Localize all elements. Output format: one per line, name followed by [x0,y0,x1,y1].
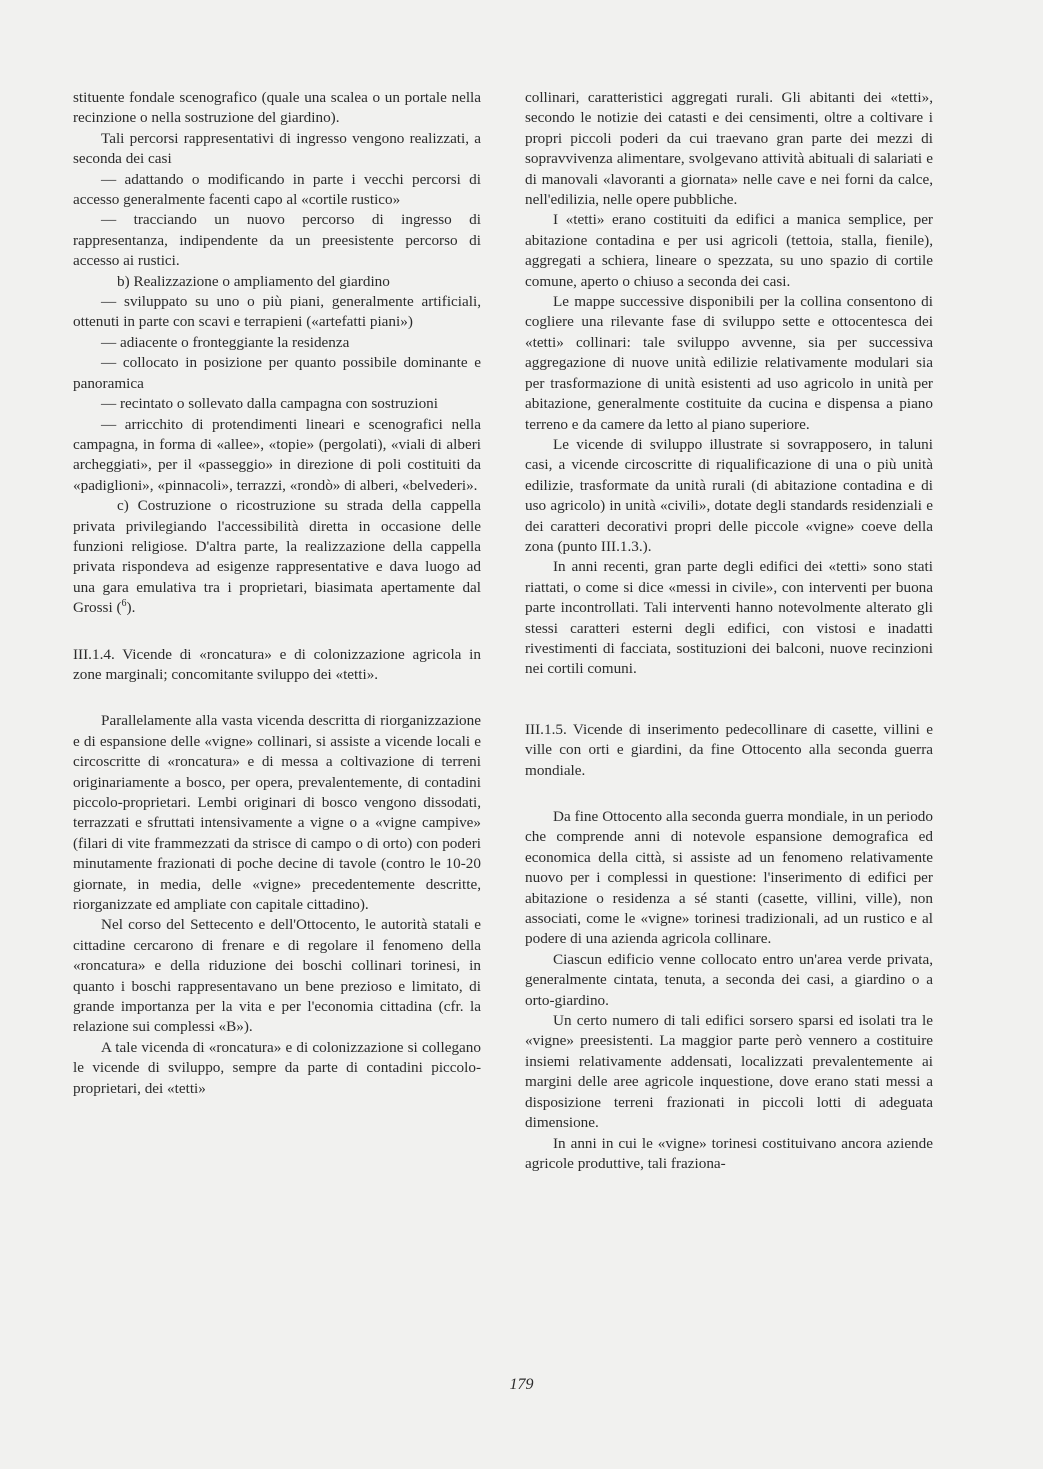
paragraph: Parallelamente alla vasta vicenda descritta di riorganizzazione e di espansione delle «vigne» collinari, si assiste a vicende locali e circoscritte di «roncatura» e di messa a coltivazione di terreni originariamente a bosco, per opera, prevalentemente, di contadini piccolo-proprietari. Lembi originari di bosco vengono dissodati, terrazzati e sfruttati intensivamente a vigne o a «vigne campive» (filari di vite frammezzati da strisce di campo o di orto) con poderi minutamente frazionati di poche decine di tavole (contro le 10-20 giornate, in media, delle «vigne» precedentemente descritte, riorganizzate ed ampliate con capitale cittadino). [73,712,481,914]
paragraph: Le mappe successive disponibili per la collina consentono di cogliere una rilevante fase di sviluppo sette e ottocentesca dei «tetti» collinari: tale sviluppo avvenne, sia per successiva aggregazione di nuove unità edilizie relativamente modulari sia per trasformazione di unità esistenti ad uso agricolo in unità per abitazione, generalmente costituite da cucina e dispensa a piano terreno e da camere da letto al piano superiore. [525,293,933,433]
list-item: — collocato in posizione per quanto possibile dominante e panoramica [73,354,481,392]
paragraph: Le vicende di sviluppo illustrate si sovrapposero, in taluni casi, a vicende circoscritte di riqualificazione di una o più unità edilizie, trasformate da unità rurali (di abitazione contadina e di uso agricolo) in unità «civili», dotate degli standards residenziali e dei caratteri decorativi propri delle piccole «vigne» coeve della zona (punto III.1.3.). [525,435,933,555]
list-item: — adiacente o fronteggiante la residenza [101,333,350,351]
paragraph: Un certo numero di tali edifici sorsero sparsi ed isolati tra le «vigne» preesistenti. La maggior parte però vennero a costituire insiemi relativamente addensati, localizzati prevalentemente ai margini delle aree agricole inquestione, dove erano stati messi a disposizione terreni frazionati in piccoli lotti di adeguata dimensione. [525,1012,933,1132]
list-item: — recintato o sollevato dalla campagna con sostruzioni [101,395,438,413]
paragraph: A tale vicenda di «roncatura» e di colonizzazione si collegano le vicende di sviluppo, sempre da parte di contadini piccolo-proprietari, dei «tetti» [73,1038,481,1097]
left-column [73,88,481,1099]
right-column [525,88,933,1174]
paragraph: Nel corso del Settecento e dell'Ottocento, le autorità statali e cittadine cercarono di frenare e di regolare il fenomeno della «roncatura» e della riduzione dei boschi collinari torinesi, in quanto i boschi rappresentavano un bene prezioso e limitato, di grande importanza per la vita e per l'economia cittadina (cfr. la relazione sui complessi «B»). [73,916,481,1036]
section-item-b: b) Realizzazione o ampliamento del giardino [117,272,390,290]
paragraph-text: c) Costruzione o ricostruzione su strada della cappella privata privilegiando l'accessibilità diretta in occasione delle funzioni religiose. D'altra parte, la realizzazione della cappella privata rispondeva ad esigenze rappresentative e dava luogo ad una gara emulativa tra i proprietari, biasimata apertamente dal Grossi ( [73,497,481,617]
paragraph-text-end: ). [126,599,136,617]
paragraph: Tali percorsi rappresentativi di ingresso vengono realizzati, a seconda dei casi [73,129,481,168]
paragraph: I «tetti» erano costituiti da edifici a manica semplice, per abitazione contadina e per usi agricoli (tettoia, stalla, fienile), aggregati a schiera, lineare o spezzata, su uno spazio di cortile comune, aperto o chiuso a seconda dei casi. [525,211,933,290]
list-item: — tracciando un nuovo percorso di ingresso di rappresentanza, indipendente da un preesistente percorso di accesso ai rustici. [73,211,481,270]
paragraph: Da fine Ottocento alla seconda guerra mondiale, in un periodo che comprende anni di notevole espansione demografica ed economica della città, si assiste ad un fenomeno relativamente nuovo per i complessi in questione: l'inserimento di edifici per abitazione o residenza a sé stanti (casette, villini, ville), non associati, come le «vigne» torinesi tradizionali, ad un rustico e al podere di una azienda agricola collinare. [525,808,933,948]
paragraph: In anni in cui le «vigne» torinesi costituivano ancora aziende agricole produttive, tali fraziona- [525,1134,933,1172]
section-heading: III.1.5. Vicende di inserimento pedecollinare di casette, villini e ville con orti e giardini, da fine Ottocento alla seconda guerra mondiale. [525,720,933,779]
list-item: — arricchito di protendimenti lineari e scenografici nella campagna, in forma di «allee», «topie» (pergolati), «viali di alberi archeggiati», per il «passeggio» in direzione di poli costituiti da «padiglioni», «pinnacoli», terrazzi, «rondò» di alberi, «belvederi». [73,415,481,494]
paragraph: stituente fondale scenografico (quale una scalea o un portale nella recinzione o nella sostruzione del giardino). [73,89,481,127]
list-item: — adattando o modificando in parte i vecchi percorsi di accesso generalmente facenti capo al «cortile rustico» [73,170,481,209]
paragraph: collinari, caratteristici aggregati rurali. Gli abitanti dei «tetti», secondo le notizie dei catasti e dei censimenti, oltre a coltivare i propri piccoli poderi da cui traevano gran parte dei mezzi di sopravvivenza alimentare, svolgevano attività abituali di salariati e di manovali «lavoranti a giornata» nelle cave e nei forni da calce, nell'edilizia, nelle opere pubbliche. [525,89,933,209]
section-item-c [73,496,481,618]
footnote-ref: 6 [121,598,127,610]
page-number: 179 [509,1376,534,1393]
section-heading: III.1.4. Vicende di «roncatura» e di colonizzazione agricola in zone marginali; concomitante sviluppo dei «tetti». [73,645,481,683]
list-item: — sviluppato su uno o più piani, generalmente artificiali, ottenuti in parte con scavi e terrapieni («artefatti piani») [73,293,481,331]
paragraph: In anni recenti, gran parte degli edifici dei «tetti» sono stati riattati, o come si dice «messi in civile», con interventi per buona parte incontrollati. Tali interventi hanno notevolmente alterato gli stessi caratteri esterni degli edifici, con vistosi e inadatti rivestimenti di facciata, sostituzioni dei balconi, nuove recinzioni nei cortili comuni. [525,558,933,678]
paragraph: Ciascun edificio venne collocato entro un'area verde privata, generalmente cintata, tenuta, a seconda dei casi, a giardino o a orto-giardino. [525,950,933,1009]
